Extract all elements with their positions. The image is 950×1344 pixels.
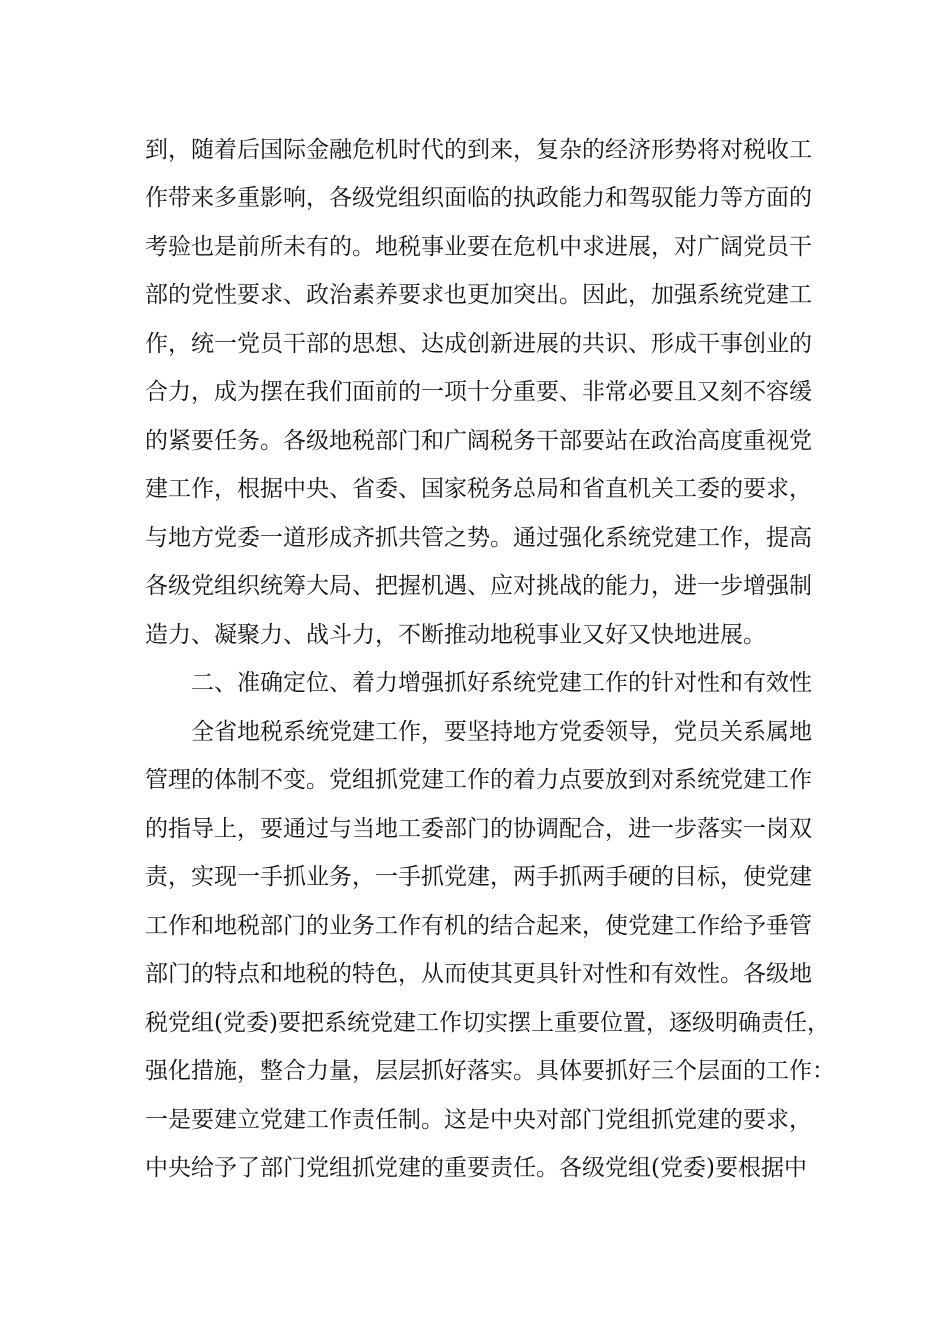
text-line: 管理的体制不变。党组抓党建工作的着力点要放到对系统党建工作 [145,767,812,793]
text-line: 与地方党委一道形成齐抓共管之势。通过强化系统党建工作，提高 [145,525,812,551]
text-line: 中央给予了部门党组抓党建的重要责任。各级党组(党委)要根据中 [145,1155,807,1181]
text-line: 建工作，根据中央、省委、国家税务总局和省直机关工委的要求， [145,476,812,502]
text-line: 作，统一党员干部的思想、达成创新进展的共识、形成干事创业的 [145,331,812,357]
text-line: 全省地税系统党建工作，要坚持地方党委领导，党员关系属地 [191,719,812,745]
text-line: 税党组(党委)要把系统党建工作切实摆上重要位置，逐级明确责任， [145,1010,830,1036]
text-line: 到，随着后国际金融危机时代的到来，复杂的经济形势将对税收工 [145,137,812,163]
text-line: 的紧要任务。各级地税部门和广阔税务干部要站在政治高度重视党 [145,428,812,454]
text-line: 造力、凝聚力、战斗力，不断推动地税事业又好又快地进展。 [145,622,766,648]
section-heading: 二、准确定位、着力增强抓好系统党建工作的针对性和有效性 [191,670,812,696]
text-line: 一是要建立党建工作责任制。这是中央对部门党组抓党建的要求， [145,1107,812,1133]
text-line: 作带来多重影响，各级党组织面临的执政能力和驾驭能力等方面的 [145,185,812,211]
text-line: 的指导上，要通过与当地工委部门的协调配合，进一步落实一岗双 [145,816,812,842]
text-line: 部的党性要求、政治素养要求也更加突出。因此，加强系统党建工 [145,282,812,308]
text-line: 责，实现一手抓业务，一手抓党建，两手抓两手硬的目标，使党建 [145,864,812,890]
text-line: 强化措施，整合力量，层层抓好落实。具体要抓好三个层面的工作： [145,1058,835,1084]
text-line: 工作和地税部门的业务工作有机的结合起来，使党建工作给予垂管 [145,913,812,939]
text-line: 各级党组织统筹大局、把握机遇、应对挑战的能力，进一步增强制 [145,573,812,599]
text-line: 部门的特点和地税的特色，从而使其更具针对性和有效性。各级地 [145,961,812,987]
text-line: 考验也是前所未有的。地税事业要在危机中求进展，对广阔党员干 [145,234,812,260]
text-line: 合力，成为摆在我们面前的一项十分重要、非常必要且又刻不容缓 [145,379,812,405]
